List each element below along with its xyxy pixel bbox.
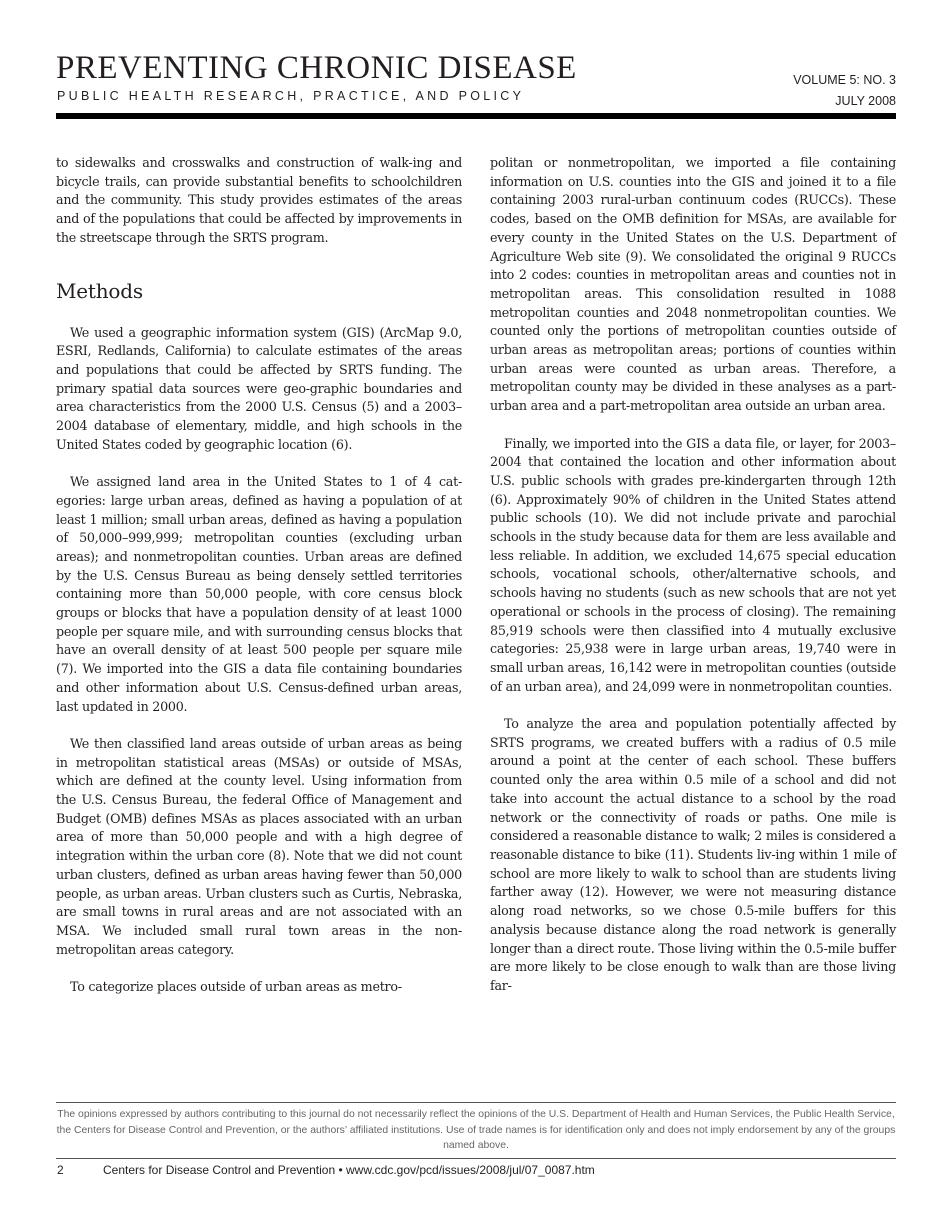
issue-volume: VOLUME 5: NO. 3 bbox=[793, 73, 896, 87]
journal-title: PREVENTING CHRONIC DISEASE bbox=[56, 50, 577, 86]
paragraph: politan or nonmetropolitan, we imported a file containing information on U.S. counties into the GIS and joined it to a file containing 2003 rural-urban continuum codes (RUCCs). These codes, based on the OMB definition for MSAs, are available for every county in the United States on the U.S. Department of Agriculture Web site (9). We consolidated the original 9 RUCCs into 2 codes: counties in metropolitan areas and counties not in metropolitan areas. This consolidation resulted in 1088 metropolitan counties and 2048 nonmetropolitan counties. We counted only the portions of metropolitan counties outside of urban areas as metropolitan areas; portions of counties within urban areas were counted as urban areas. Therefore, a metropolitan county may be divided in these analyses as a part-urban area and a part-metropolitan area outside an urban area. bbox=[490, 155, 896, 414]
paragraph: Finally, we imported into the GIS a data file, or layer, for 2003–2004 that contained the location and other information about U.S. public schools with grades pre-kindergarten through 12th (6). Approximately 90% of children in the United States attend public schools (10). We did not include private and parochial schools in the study because data for them are less available and less reliable. In addition, we excluded 14,675 special education schools, vocational schools, other/alternative schools, and schools having no students (such as new schools that are not yet operational or schools in the process of closing). The remaining 85,919 schools were then classified into 4 mutually exclusive categories: 25,938 were in large urban areas, 19,740 were in small urban areas, 16,142 were in metropolitan counties (outside of an urban area), and 24,099 were in nonmetropolitan counties. bbox=[490, 435, 896, 694]
journal-subtitle: PUBLIC HEALTH RESEARCH, PRACTICE, AND POLICY bbox=[57, 89, 525, 103]
footer-rule-top bbox=[56, 1102, 896, 1103]
footer-rule-bottom bbox=[56, 1158, 896, 1159]
disclaimer: The opinions expressed by authors contributing to this journal do not necessarily reflect the opinions of the U.S. Department of Health and Human Services, the Public Health Service, the Centers for Disease Control and Prevention, or the authors’ affiliated institutions. Use of trade names is for identification only and does not imply endorsement by any of the groups named above. bbox=[56, 1109, 896, 1151]
issue-date: JULY 2008 bbox=[835, 94, 896, 108]
section-heading-methods: Methods bbox=[56, 278, 143, 303]
paragraph: We assigned land area in the United States to 1 of 4 cat-egories: large urban areas, defined as having a population of at least 1 million; small urban areas, defined as having a population of 50,000–999,999; metropolitan counties (excluding urban areas); and nonmetropolitan counties. Urban areas are defined by the U.S. Census Bureau as being densely settled territories containing more than 50,000 people, with core census block groups or blocks that have a population density of at least 1000 people per square mile, and with surrounding census blocks that have an overall density of at least 500 people per square mile (7). We imported into the GIS a data file containing boundaries and other information about U.S. Census-defined urban areas, last updated in 2000. bbox=[56, 474, 462, 714]
paragraph: to sidewalks and crosswalks and construction of walk-ing and bicycle trails, can provide substantial benefits to schoolchildren and the community. This study provides estimates of the areas and of the populations that could be affected by improvements in the streetscape through the SRTS program. bbox=[56, 155, 462, 245]
paragraph: To analyze the area and population potentially affected by SRTS programs, we created buffers with a radius of 0.5 mile around a point at the center of each school. These buffers counted only the area within 0.5 mile of a school and did not take into account the actual distance to a school by the road network or the connectivity of roads or paths. One mile is considered a reasonable distance to walk; 2 miles is considered a reasonable distance to bike (11). Students liv-ing within 1 mile of school are more likely to walk to school than are students living farther away (12). However, we were not measuring distance along road networks, so we chose 0.5-mile buffers for this analysis because distance along the road network is generally longer than a direct route. Those living within the 0.5-mile buffer are more likely to be close enough to walk than are those living far- bbox=[490, 716, 896, 993]
right-column bbox=[490, 154, 896, 996]
paragraph: We then classified land areas outside of urban areas as being in metropolitan statistical areas (MSAs) or outside of MSAs, which are defined at the county level. Using information from the U.S. Census Bureau, the federal Office of Management and Budget (OMB) defines MSAs as places associated with an urban area of more than 50,000 people and with a high degree of integration within the urban core (8). Note that we did not count urban clusters, defined as urban areas having fewer than 50,000 people, as urban areas. Urban clusters such as Curtis, Nebraska, are small towns in rural areas and are not associated with an MSA. We included small rural town areas in the non-metropolitan areas category. bbox=[56, 735, 462, 957]
page-number: 2 bbox=[57, 1163, 64, 1177]
paragraph: To categorize places outside of urban areas as metro- bbox=[70, 979, 402, 995]
header-rule bbox=[56, 113, 896, 119]
left-column bbox=[56, 154, 462, 997]
footer-source: Centers for Disease Control and Prevention • www.cdc.gov/pcd/issues/2008/jul/07_0087.htm bbox=[103, 1163, 595, 1177]
paragraph: We used a geographic information system (GIS) (ArcMap 9.0, ESRI, Redlands, California) to calculate estimates of the areas and populations that could be affected by SRTS funding. The primary spatial data sources were geo-graphic boundaries and area characteristics from the 2000 U.S. Census (5) and a 2003–2004 database of elementary, middle, and high schools in the United States coded by geographic location (6). bbox=[56, 324, 462, 452]
